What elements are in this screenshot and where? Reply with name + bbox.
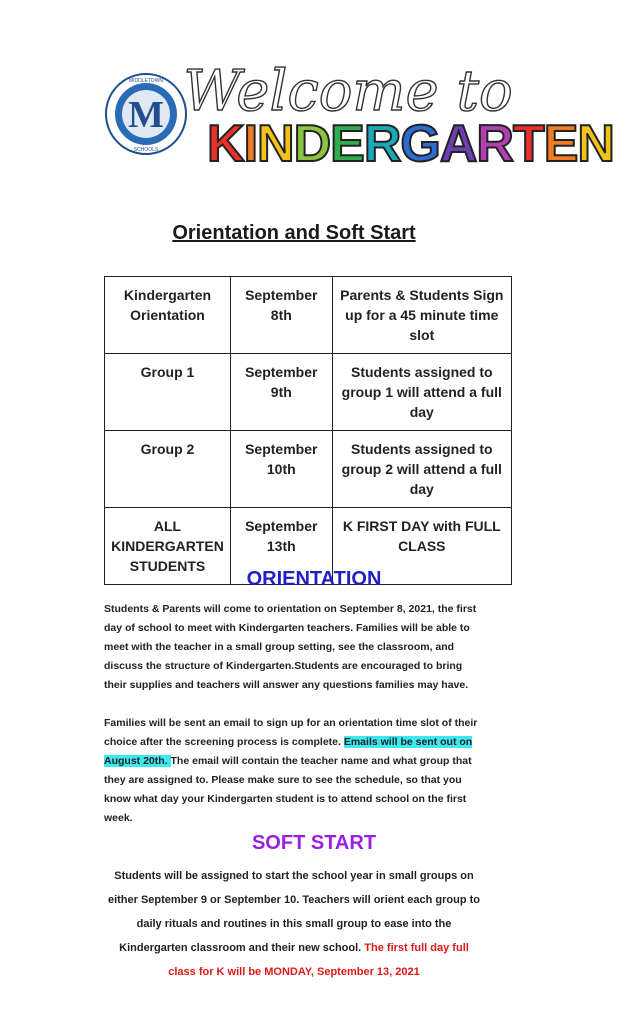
- kindergarten-letter: T: [512, 115, 544, 173]
- kindergarten-banner: [207, 115, 614, 173]
- para2-text-a: Families will be sent an email to sign up for an orientation time slot of their choice after the screening process is complete.: [104, 717, 478, 748]
- soft-start-paragraph: [104, 864, 484, 984]
- table-row: [105, 277, 512, 354]
- cell-note: Parents & Students Sign up for a 45 minute time slot: [332, 277, 511, 354]
- kindergarten-letter: N: [257, 115, 294, 173]
- orientation-paragraph-1: Students & Parents will come to orientation on September 8, 2021, the first day of school to meet with Kindergarten teachers. Families will be able to meet with the teacher in a small group setting, see the classroom, and discuss the structure of Kindergarten.Students are encouraged to bring their supplies and teachers will answer any questions families may have.: [104, 603, 477, 691]
- kindergarten-letter: E: [543, 115, 578, 173]
- cell-group: Group 2: [105, 431, 231, 508]
- para2-text-b: The email will contain the teacher name and what group that they are assigned to. Please make sure to see the schedule, so that you know what day your Kindergarten student is to attend school on the first week.: [104, 755, 472, 824]
- first-day-notice: The first full day full class for K will be MONDAY, September 13, 2021: [168, 942, 469, 978]
- logo-letter: M: [128, 94, 164, 136]
- kindergarten-letter: R: [363, 115, 401, 173]
- kindergarten-letter: D: [293, 115, 331, 173]
- cell-note: Students assigned to group 2 will attend a full day: [332, 431, 511, 508]
- orientation-heading: ORIENTATION: [246, 568, 382, 590]
- cell-date: September 9th: [230, 354, 332, 431]
- cell-date: September 10th: [230, 431, 332, 508]
- orientation-paragraph-2: [104, 714, 484, 828]
- page-subtitle: Orientation and Soft Start: [172, 222, 416, 244]
- kindergarten-letter: E: [330, 115, 364, 173]
- kindergarten-letter: G: [400, 115, 440, 173]
- cell-date: September 13th: [230, 508, 332, 585]
- logo-ring-top: MIDDLETOWN: [128, 78, 164, 84]
- cell-date: September 8th: [230, 277, 332, 354]
- welcome-heading: [183, 52, 513, 124]
- table-row: [105, 354, 512, 431]
- cell-group: ALL KINDERGARTEN STUDENTS: [105, 508, 231, 585]
- welcome-text: Welcome to: [183, 59, 513, 124]
- kindergarten-letter: K: [207, 115, 244, 173]
- schedule-table: [104, 276, 512, 585]
- kindergarten-letter: R: [476, 115, 513, 173]
- cell-note: K FIRST DAY with FULL CLASS: [332, 508, 511, 585]
- cell-group: Kindergarten Orientation: [105, 277, 231, 354]
- kindergarten-letter: I: [243, 115, 258, 173]
- soft-start-heading: SOFT START: [251, 832, 377, 854]
- school-logo: [104, 72, 188, 156]
- cell-group: Group 1: [105, 354, 231, 431]
- kindergarten-letter: A: [439, 115, 477, 173]
- cell-note: Students assigned to group 1 will attend a full day: [332, 354, 511, 431]
- table-row: [105, 431, 512, 508]
- kindergarten-letter: N: [577, 115, 614, 173]
- logo-ring-bottom: SCHOOLS: [133, 147, 159, 153]
- soft-start-text: Students will be assigned to start the school year in small groups on either September 9 or September 10. Teachers will orient each group to daily rituals and routines in this small group to ease into the Kindergarten classroom and their new school.: [107, 870, 481, 954]
- email-date-highlight: Emails will be sent out on August 20th.: [104, 736, 473, 767]
